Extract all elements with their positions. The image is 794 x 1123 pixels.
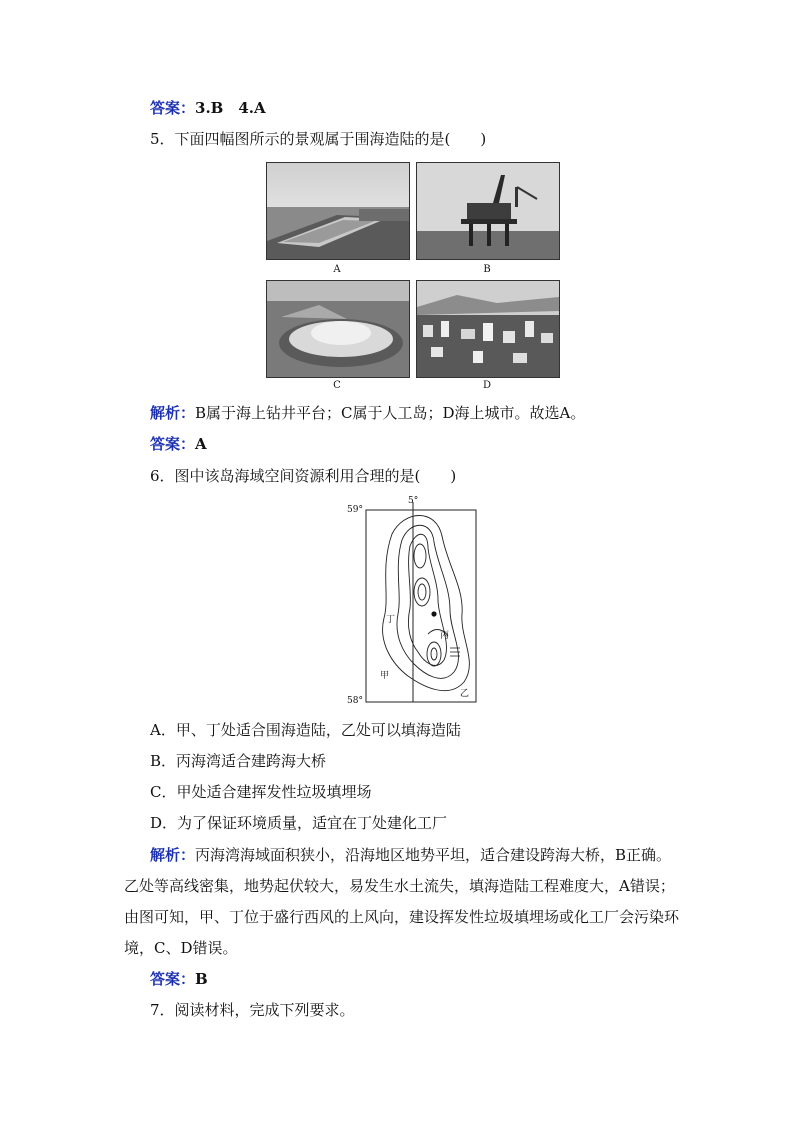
q5-answer bbox=[150, 434, 207, 454]
analysis-text: B属于海上钻井平台；C属于人工岛；D海上城市。故选A。 bbox=[195, 404, 586, 422]
label-bing: 丙 bbox=[440, 631, 450, 641]
caption-b: B bbox=[483, 264, 491, 275]
analysis-label: 解析： bbox=[150, 404, 196, 422]
island-contour-map bbox=[344, 496, 484, 708]
caption-a: A bbox=[333, 264, 341, 275]
photo-d-coastal-city bbox=[416, 280, 560, 378]
answer-text: A bbox=[195, 435, 207, 453]
q6-answer bbox=[150, 969, 208, 989]
photo-b-oil-platform bbox=[416, 162, 560, 260]
answer-label: 答案： bbox=[150, 970, 196, 988]
answer-label: 答案： bbox=[150, 435, 196, 453]
q6-option-d: D．为了保证环境质量，适宜在丁处建化工厂 bbox=[150, 814, 448, 832]
caption-c: C bbox=[333, 380, 341, 391]
photo-a-reclamation bbox=[266, 162, 410, 260]
q5-stem: 5．下面四幅图所示的景观属于围海造陆的是( ) bbox=[150, 130, 487, 148]
label-ding: 丁 bbox=[386, 615, 396, 625]
q6-option-a: A．甲、丁处适合围海造陆，乙处可以填海造陆 bbox=[150, 721, 461, 739]
lat-bottom-label: 58° bbox=[347, 696, 363, 706]
answer-text: B bbox=[195, 970, 208, 988]
photo-c-artificial-island bbox=[266, 280, 410, 378]
lat-top-label: 59° bbox=[347, 505, 363, 515]
analysis-label: 解析： bbox=[150, 846, 196, 864]
q7-stem: 7．阅读材料，完成下列要求。 bbox=[150, 1001, 355, 1019]
q6-option-c: C．甲处适合建挥发性垃圾填埋场 bbox=[150, 783, 372, 801]
q6-analysis bbox=[124, 840, 680, 964]
answer-label: 答案： bbox=[150, 99, 196, 117]
analysis-text: 丙海湾海域面积狭小，沿海地区地势平坦，适合建设跨海大桥，B正确。乙处等高线密集，地势起伏较大，易发生水土流失，填海造陆工程难度大，A错误；由图可知，甲、丁位于盛行西风的上风向，建设挥发性垃圾填埋场或化工厂会污染环境，C、D错误。 bbox=[124, 846, 680, 957]
q6-stem: 6．图中该岛海域空间资源利用合理的是( ) bbox=[150, 467, 457, 485]
lon-label: 5° bbox=[408, 496, 419, 506]
prev-answer bbox=[150, 98, 266, 118]
q5-analysis bbox=[150, 403, 585, 423]
label-yi: 乙 bbox=[460, 689, 470, 699]
q6-option-b: B．丙海湾适合建跨海大桥 bbox=[150, 752, 327, 770]
label-jia: 甲 bbox=[380, 671, 390, 681]
answer-text: 3.B 4.A bbox=[195, 99, 266, 117]
caption-d: D bbox=[482, 380, 492, 391]
